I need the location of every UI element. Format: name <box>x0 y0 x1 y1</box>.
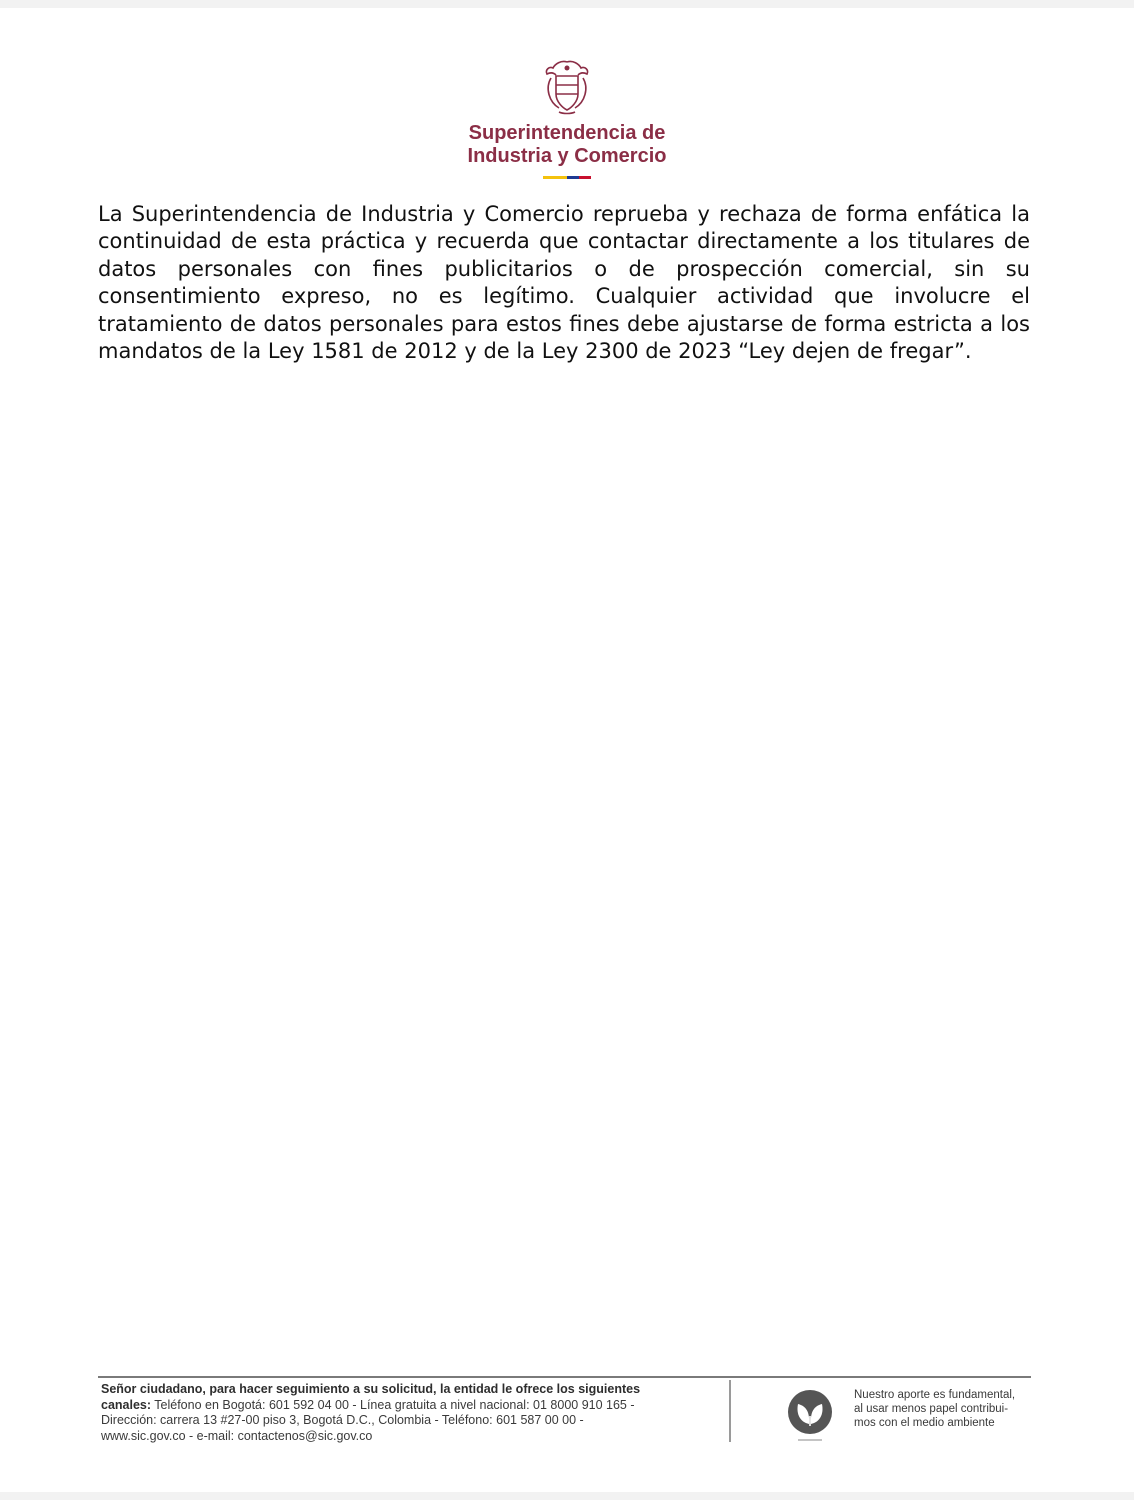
eco-line-3: mos con el medio ambiente <box>854 1417 995 1430</box>
footer-intro: Señor ciudadano, para hacer seguimiento a su solicitud, la entidad le ofrece los siguientes <box>101 1382 641 1396</box>
coat-of-arms-icon <box>541 58 593 116</box>
footer-contact-info <box>101 1382 701 1444</box>
footer-web-email: www.sic.gov.co - e-mail: contactenos@sic.gov.co <box>101 1428 373 1443</box>
footer-divider-line <box>98 1376 1031 1378</box>
body-paragraph: La Superintendencia de Industria y Comercio reprueba y rechaza de forma enfática la continuidad de esta práctica y recuerda que contactar directamente a los titulares de datos personales con fines publicitarios o de prospección comercial, sin su consentimiento expreso, no es legítimo. Cualquier actividad que involucre el tratamiento de datos personales para estos fines debe ajustarse de forma estricta a los mandatos de la Ley 1581 de 2012 y de la Ley 2300 de 2023 “Ley dejen de fregar”. <box>98 202 1030 364</box>
footer-vertical-divider <box>729 1380 731 1442</box>
footer-canales-label: canales: <box>101 1397 152 1412</box>
document-page <box>0 8 1134 1492</box>
footer-line-2 <box>101 1398 701 1414</box>
flag-red <box>579 176 591 179</box>
eco-line-1: Nuestro aporte es fundamental, <box>854 1389 1016 1401</box>
footer-phones: Teléfono en Bogotá: 601 592 04 00 - Línea gratuita a nivel nacional: 01 8000 910 165 - <box>154 1397 635 1412</box>
eco-line-2: al usar menos papel contribui- <box>854 1403 1009 1416</box>
eco-message <box>854 1388 1034 1431</box>
flag-blue <box>567 176 579 179</box>
leaf-recycle-icon <box>784 1386 836 1444</box>
footer-line-1 <box>101 1382 701 1398</box>
flag-yellow <box>543 176 567 179</box>
footer-address: Dirección: carrera 13 #27-00 piso 3, Bogotá D.C., Colombia - Teléfono: 601 587 00 00 - <box>101 1413 584 1428</box>
org-name-line1: Superintendencia de <box>468 122 666 144</box>
organization-name <box>0 122 1134 168</box>
flag-stripe <box>0 176 1134 179</box>
org-name-line2: Industria y Comercio <box>467 145 667 167</box>
letterhead <box>0 58 1134 179</box>
